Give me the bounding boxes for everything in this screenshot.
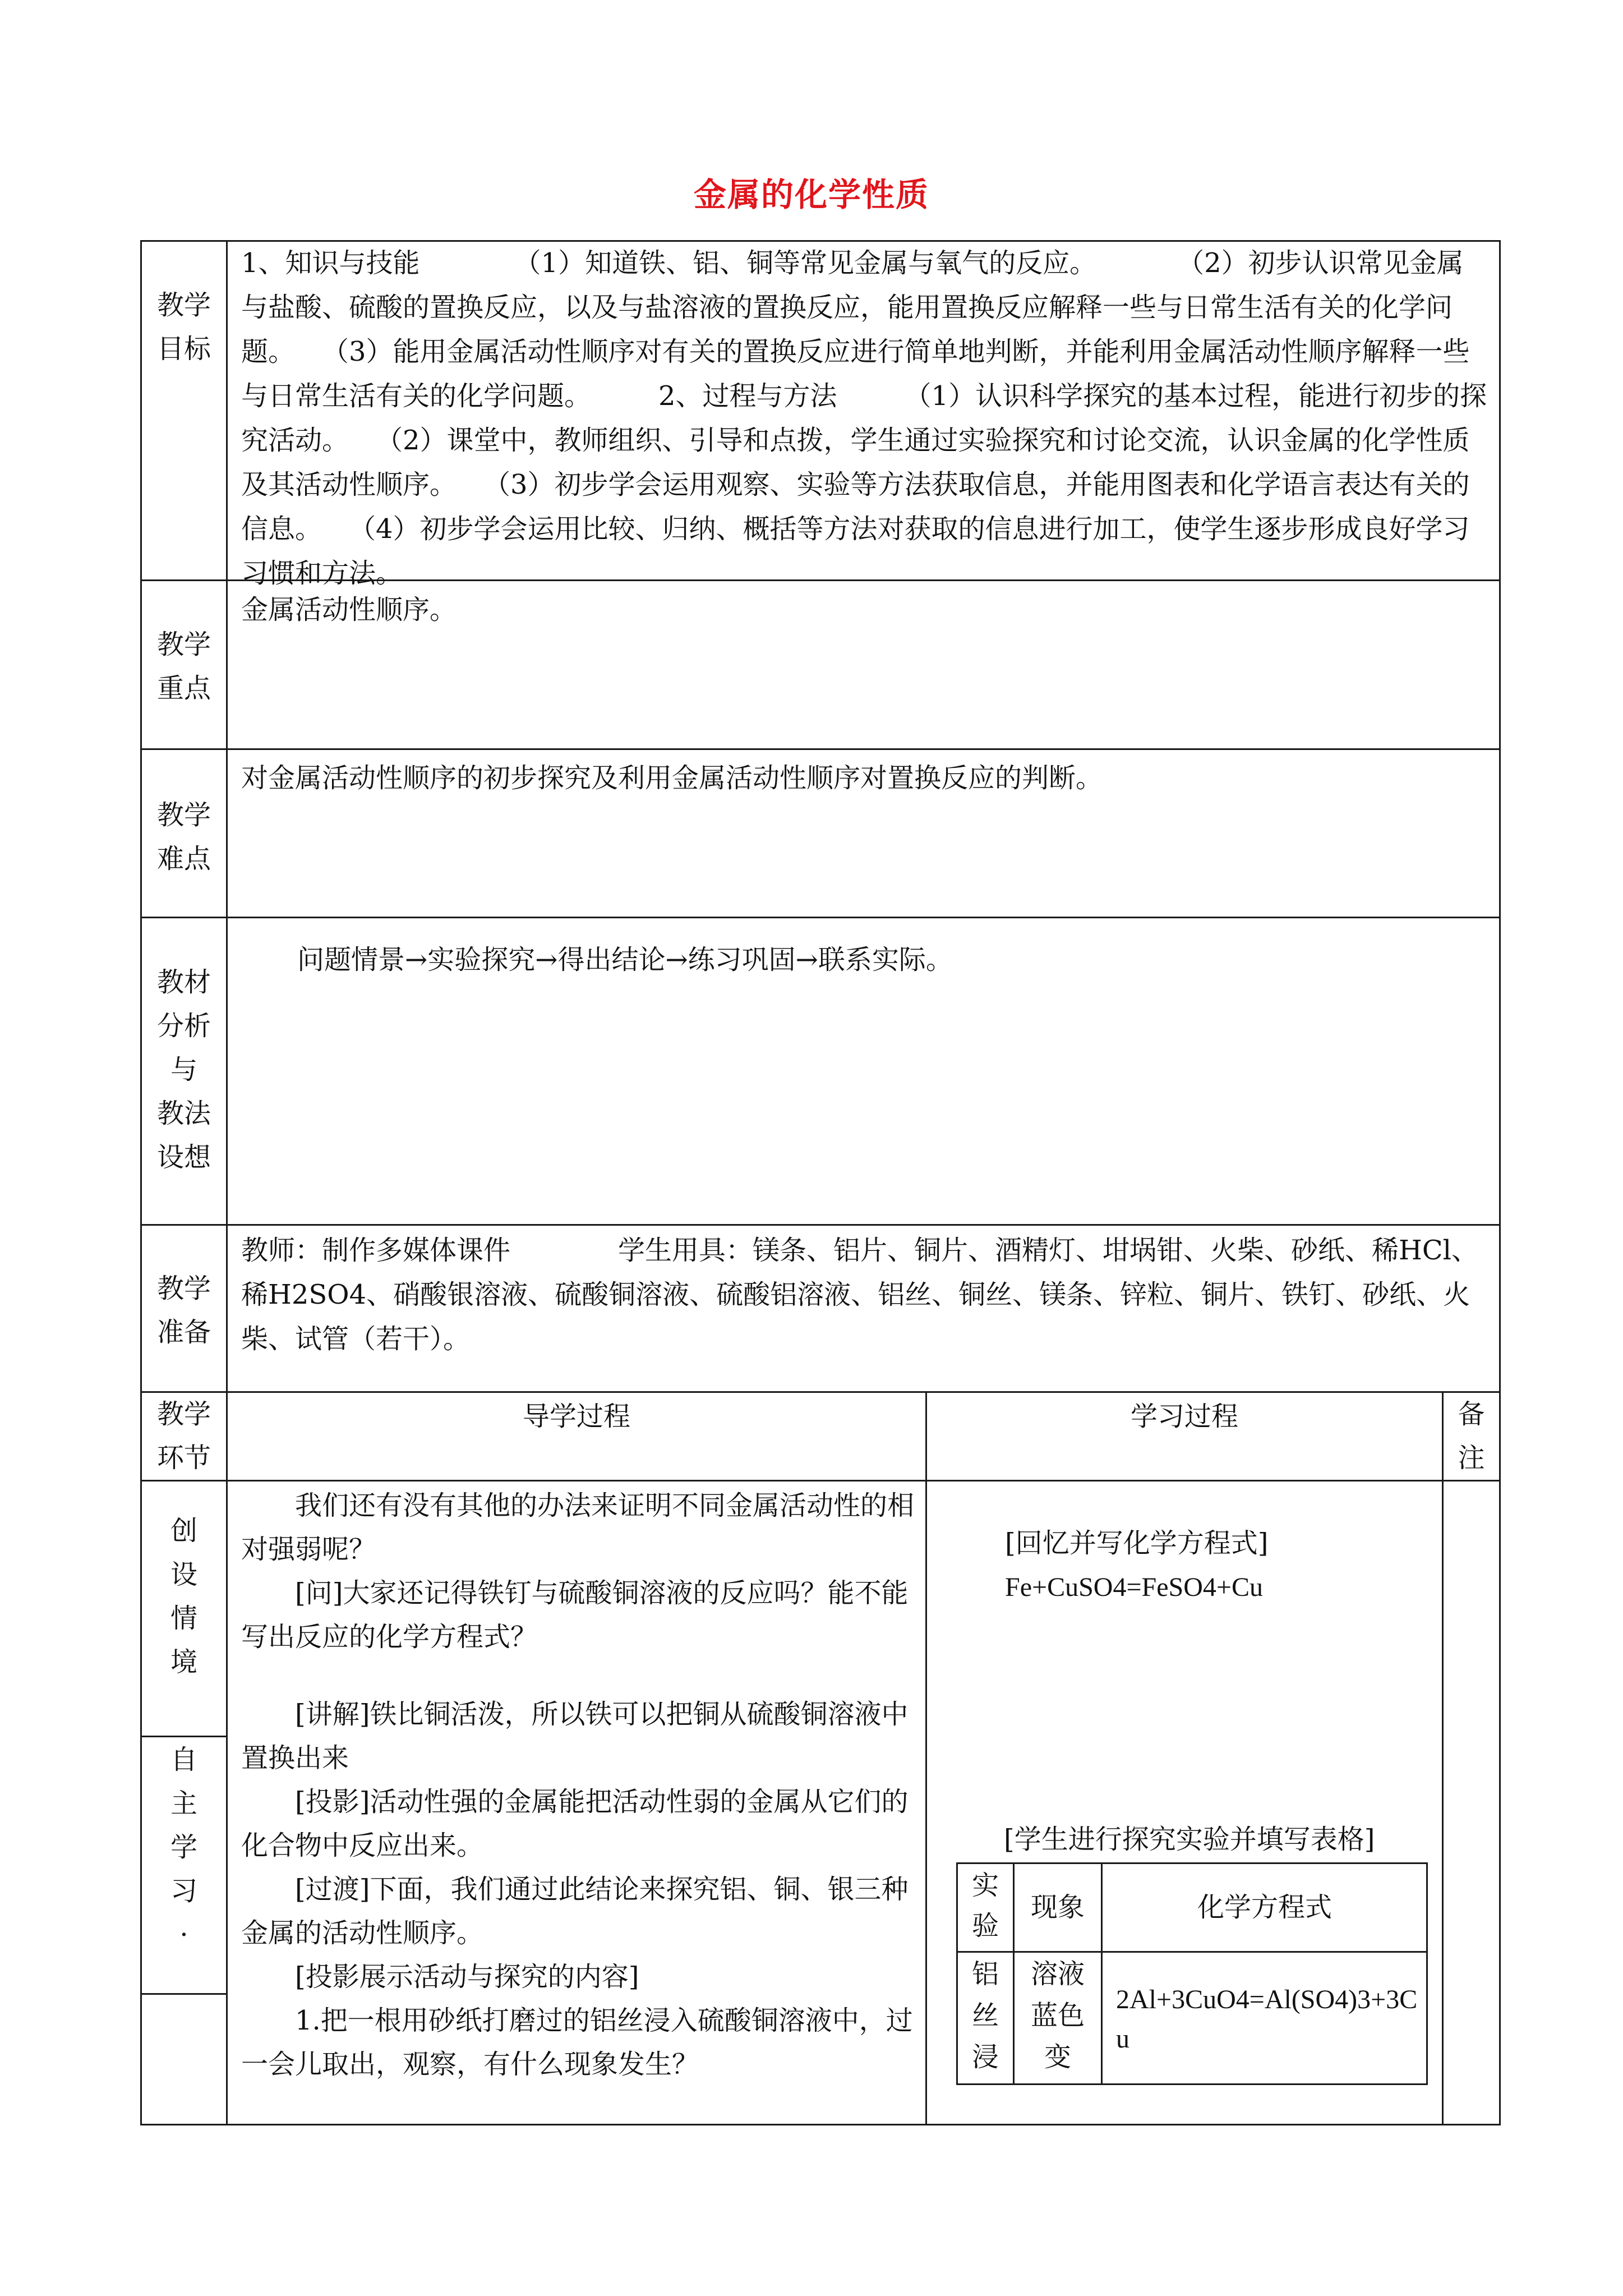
fill-table-prompt: [学生进行探究实验并填写表格] [1004, 1824, 1375, 1855]
inner-cell-experiment: 铝 丝 浸 [971, 1958, 999, 2073]
row-divider [140, 1480, 1501, 1481]
inner-table-top [956, 1862, 1428, 1864]
objectives-label: 教学 目标 [156, 289, 211, 365]
stage-label-self-study: 自 主 学 习 · [170, 1744, 197, 1950]
inner-table-row-divider [956, 1951, 1428, 1953]
analysis-label: 教材 分析 与 教法 设想 [156, 967, 211, 1173]
objectives-text: 1、知识与技能 （1）知道铁、铝、铜等常见金属与氧气的反应。 （2）初步认识常见金属与盐酸、硫酸的置换反应，以及与盐溶液的置换反应，能用置换反应解释一些与日常生活有关的化学问题。 （3）能用金属活动性顺序对有关的置换反应进行简单地判断，并能利用金属活动性顺序解释一些与日常生活有关的化学问题。 2、过程与方法 （1）认识科学探究的基本过程，能进行初步的探究活动。 （2）课堂中，教师组织、引导和点拨，学生通过实验探究和讨论交流，认识金属的化学性质及其活动性顺序。 （3）初步学会运用观察、实验等方法获取信息，并能用图表和化学语言表达有关的信息。 （4）初步学会运用比较、归纳、概括等方法对获取的信息进行加工，使学生逐步形成良好学习习惯和方法。 [241, 247, 1487, 589]
guide-paragraph: [投影展示活动与探究的内容] [295, 1961, 639, 1993]
guide-paragraph: [问]大家还记得铁钉与硫酸铜溶液的反应吗？能不能写出反应的化学方程式？ [241, 1577, 909, 1653]
preparation-text: 教师：制作多媒体课件 学生用具：镁条、铝片、铜片、酒精灯、坩埚钳、火柴、砂纸、稀HCl、稀H2SO4、硝酸银溶液、硫酸铜溶液、硫酸铝溶液、铝丝、铜丝、镁条、锌粒、铜片、铁钉、砂纸、火柴、试管（若干）。 [241, 1235, 1478, 1355]
row-divider [140, 748, 1501, 750]
guide-learn-divider [925, 1391, 927, 2125]
stage-divider [140, 1736, 226, 1737]
guide-paragraph: 1.把一根用砂纸打磨过的铝丝浸入硫酸铜溶液中，过一会儿取出，观察，有什么现象发生？ [241, 2005, 913, 2080]
key-points-label: 教学 重点 [156, 629, 211, 704]
guide-header: 导学过程 [522, 1401, 630, 1432]
inner-header-experiment: 实 验 [971, 1870, 999, 1941]
difficulties-label: 教学 难点 [156, 799, 211, 875]
note-header: 备 注 [1458, 1398, 1485, 1474]
guide-paragraph: [过渡]下面，我们通过此结论来探究铝、铜、银三种金属的活动性顺序。 [241, 1874, 909, 1949]
inner-cell-phenomenon: 溶液 蓝色 变 [1030, 1958, 1085, 2073]
key-points-text: 金属活动性顺序。 [241, 594, 457, 625]
difficulties-text: 对金属活动性顺序的初步探究及利用金属活动性顺序对置换反应的判断。 [241, 762, 1103, 794]
inner-header-equation: 化学方程式 [1197, 1892, 1332, 1923]
page-title: 金属的化学性质 [693, 176, 929, 214]
guide-paragraph: 我们还有没有其他的办法来证明不同金属活动性的相对强弱呢？ [241, 1490, 915, 1565]
analysis-text: 问题情景→实验探究→得出结论→练习巩固→联系实际。 [297, 944, 953, 976]
learn-header: 学习过程 [1130, 1401, 1238, 1432]
inner-header-phenomenon: 现象 [1030, 1892, 1085, 1923]
row-divider [140, 1224, 1501, 1226]
inner-table-bottom [956, 2083, 1428, 2085]
table-border-right [1499, 240, 1501, 2125]
table-border-bottom [140, 2124, 1501, 2125]
row-divider [140, 917, 1501, 918]
stage-divider [140, 1993, 226, 1995]
learn-note-divider [1442, 1391, 1444, 2125]
inner-cell-equation: 2Al+3CuO4=Al(SO4)3+3Cu [1116, 1985, 1418, 2054]
recall-prompt: [回忆并写化学方程式] [1005, 1527, 1269, 1559]
guide-paragraph: [投影]活动性强的金属能把活动性弱的金属从它们的化合物中反应出来。 [241, 1786, 909, 1861]
stage-header: 教学 环节 [156, 1398, 211, 1474]
row-divider [140, 1391, 1501, 1393]
stage-label-create-context: 创 设 情 境 [170, 1515, 197, 1678]
guide-paragraph: [讲解]铁比铜活泼，所以铁可以把铜从硫酸铜溶液中置换出来 [241, 1699, 909, 1774]
preparation-label: 教学 准备 [156, 1273, 211, 1348]
guide-process [241, 1484, 920, 2086]
equation-iron-copper-sulfate: Fe+CuSO4=FeSO4+Cu [1005, 1572, 1263, 1602]
